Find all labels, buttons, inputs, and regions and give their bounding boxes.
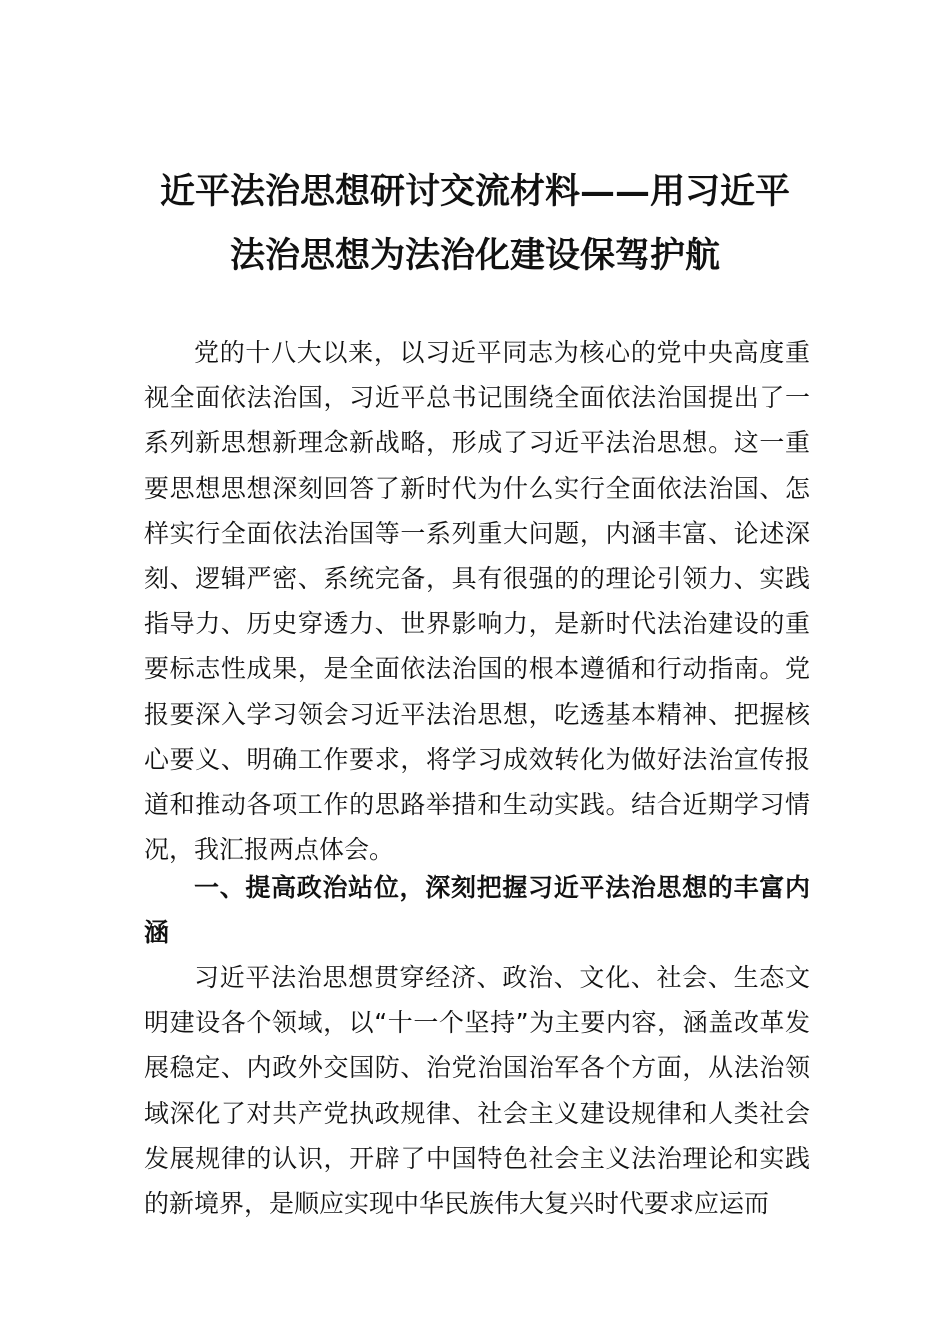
body-paragraph-2: 习近平法治思想贯穿经济、政治、文化、社会、生态文明建设各个领域，以“十一个坚持”为主要内容，涵盖改革发展稳定、内政外交国防、治党治国治军各个方面，从法治领域深化了对共产党执政规律、社会主义建设规律和人类社会发展规律的认识，开辟了中国特色社会主义法治理论和实践的新境界，是顺应实现中华民族伟大复兴时代要求应运而	[144, 963, 810, 1219]
body-paragraph-1: 党的十八大以来，以习近平同志为核心的党中央高度重视全面依法治国，习近平总书记围绕全面依法治国提出了一系列新思想新理念新战略，形成了习近平法治思想。这一重要思想思想深刻回答了新时代为什么实行全面依法治国、怎样实行全面依法治国等一系列重大问题，内涵丰富、论述深刻、逻辑严密、系统完备，具有很强的的理论引领力、实践指导力、历史穿透力、世界影响力，是新时代法治建设的重要标志性成果，是全面依法治国的根本遵循和行动指南。党报要深入学习领会习近平法治思想，吃透基本精神、把握核心要义、明确工作要求，将学习成效转化为做好法治宣传报道和推动各项工作的思路举措和生动实践。结合近期学习情况，我汇报两点体会。	[144, 338, 810, 865]
document-title-line-2: 法治思想为法治化建设保驾护航	[229, 235, 720, 276]
document-title-line-1: 近平法治思想研讨交流材料——用习近平	[159, 171, 790, 212]
section-heading-1: 一、提高政治站位，深刻把握习近平法治思想的丰富内涵	[144, 873, 810, 948]
